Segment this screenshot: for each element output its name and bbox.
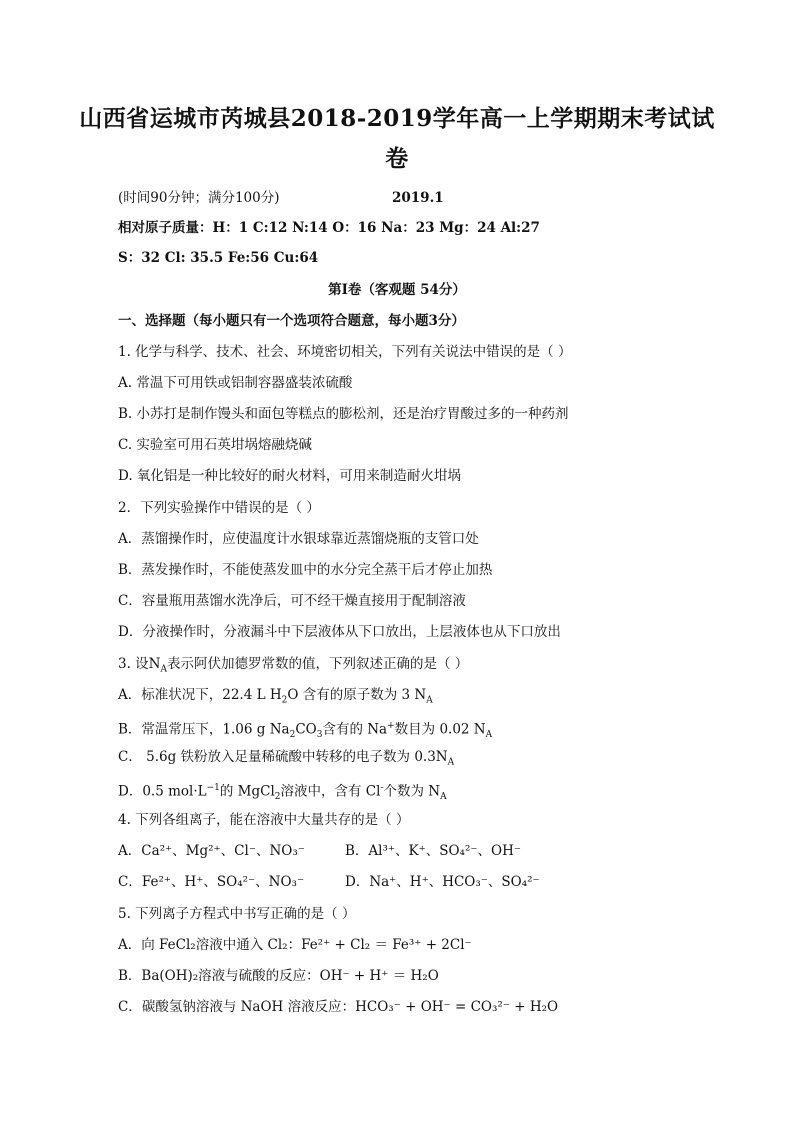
q3d-sub-2: 2 xyxy=(274,792,281,803)
q3d-sub-a: A xyxy=(440,792,447,803)
q3c-part1: C． 5.6g 铁粉放入足量稀硫酸中转移的电子数为 0.3N xyxy=(118,749,448,765)
question-3-option-b xyxy=(118,716,492,745)
question-4-option-d: D．Na⁺、H⁺、HCO₃⁻、SO₄²⁻ xyxy=(345,874,540,890)
q3b-sub-2: 2 xyxy=(289,730,296,741)
question-2-option-a: A．蒸馏操作时，应使温度计水银球靠近蒸馏烧瓶的支管口处 xyxy=(118,531,479,547)
question-4-option-b: B．Al³⁺、K⁺、SO₄²⁻、OH⁻ xyxy=(345,843,521,859)
q3c-sub-a: A xyxy=(447,757,455,768)
question-5-option-b: B．Ba(OH)₂溶液与硫酸的反应：OH⁻ + H⁺ ＝ H₂O xyxy=(118,968,439,984)
q3d-part1: D．0.5 mol·L xyxy=(118,783,207,800)
question-3-option-d xyxy=(118,778,447,807)
question-2-option-c: C．容量瓶用蒸馏水洗净后，可不经干燥直接用于配制溶液 xyxy=(118,593,466,609)
q3a-part1: A．标准状况下，22.4 L H xyxy=(118,687,282,703)
question-1-option-c: C. 实验室可用石英坩埚熔融烧碱 xyxy=(118,437,312,453)
q3a-sub-a: A xyxy=(426,695,433,706)
q3d-part3: 溶液中，含有 Cl xyxy=(280,783,381,800)
q3b-sub-a: A xyxy=(485,730,493,741)
question-2-option-d: D．分液操作时，分液漏斗中下层液体从下口放出，上层液体也从下口放出 xyxy=(118,624,561,640)
question-4-option-c: C．Fe²⁺、H⁺、SO₄²⁻、NO₃⁻ xyxy=(118,874,305,890)
question-1-option-b: B. 小苏打是制作馒头和面包等糕点的膨松剂，还是治疗胃酸过多的一种药剂 xyxy=(118,406,569,422)
question-1-option-a: A. 常温下可用铁或铝制容器盛装浓硫酸 xyxy=(118,375,353,391)
question-3-option-c xyxy=(118,747,454,773)
question-4-option-a: A．Ca²⁺、Mg²⁺、Cl⁻、NO₃⁻ xyxy=(118,843,305,859)
q3-stem-sub: A xyxy=(160,664,167,675)
question-5-option-c: C．碳酸氢钠溶液与 NaOH 溶液反应：HCO₃⁻ + OH⁻ = CO₃²⁻ + H₂O xyxy=(118,999,559,1015)
question-4-stem: 4. 下列各组离子，能在溶液中大量共存的是（ ） xyxy=(118,812,410,828)
q3b-part3: 含有的 Na xyxy=(322,721,388,738)
q3d-part4: 个数为 N xyxy=(383,783,441,800)
q3a-part2: O 含有的原子数为 3 N xyxy=(287,687,427,703)
exam-title-continued: 卷 xyxy=(385,145,409,172)
atomic-mass-line-2: S：32 Cl: 35.5 Fe:56 Cu:64 xyxy=(118,250,319,266)
q3b-part2: CO xyxy=(295,721,317,738)
question-1-stem: 1. 化学与科学、技术、社会、环境密切相关，下列有关说法中错误的是（ ） xyxy=(118,344,572,360)
exam-title: 山西省运城市芮城县2018-2019学年高一上学期期末考试试 xyxy=(79,105,715,132)
q3-stem-rest: 表示阿伏加德罗常数的值，下列叙述正确的是（ ） xyxy=(166,656,469,672)
question-5-option-a: A．向 FeCl₂溶液中通入 Cl₂：Fe²⁺ + Cl₂ ＝ Fe³⁺ + 2Cl⁻ xyxy=(118,937,472,953)
question-2-option-b: B．蒸发操作时，不能使蒸发皿中的水分完全蒸干后才停止加热 xyxy=(118,562,493,578)
atomic-mass-line-1: 相对原子质量：H：1 C:12 N:14 O：16 Na：23 Mg：24 Al:27 xyxy=(118,220,540,236)
q3d-part2: 的 MgCl xyxy=(219,783,275,800)
part-title: 一、选择题（每小题只有一个选项符合题意，每小题3分） xyxy=(118,313,465,329)
volume-title: 第Ⅰ卷（客观题 54分） xyxy=(328,282,466,298)
q3a-sub: 2 xyxy=(281,695,288,706)
question-5-stem: 5. 下列离子方程式中书写正确的是（ ） xyxy=(118,906,356,922)
question-1-option-d: D. 氧化铝是一种比较好的耐火材料，可用来制造耐火坩埚 xyxy=(118,468,461,484)
exam-date: 2019.1 xyxy=(392,190,444,206)
q3d-sup-minus: - xyxy=(380,783,384,793)
question-2-stem: 2．下列实验操作中错误的是（ ） xyxy=(118,500,320,516)
question-3-stem xyxy=(118,654,468,680)
q3b-part4: 数目为 0.02 N xyxy=(394,721,486,738)
q3d-sup-neg1: −1 xyxy=(206,783,220,793)
q3b-part1: B．常温常压下，1.06 g Na xyxy=(118,721,290,738)
q3b-sup-plus: + xyxy=(387,721,395,731)
time-info: (时间90分钟；满分100分) xyxy=(118,190,280,206)
q3-stem-part: 3. 设N xyxy=(118,656,161,672)
q3b-sub-3: 3 xyxy=(316,730,323,741)
question-3-option-a xyxy=(118,685,433,711)
